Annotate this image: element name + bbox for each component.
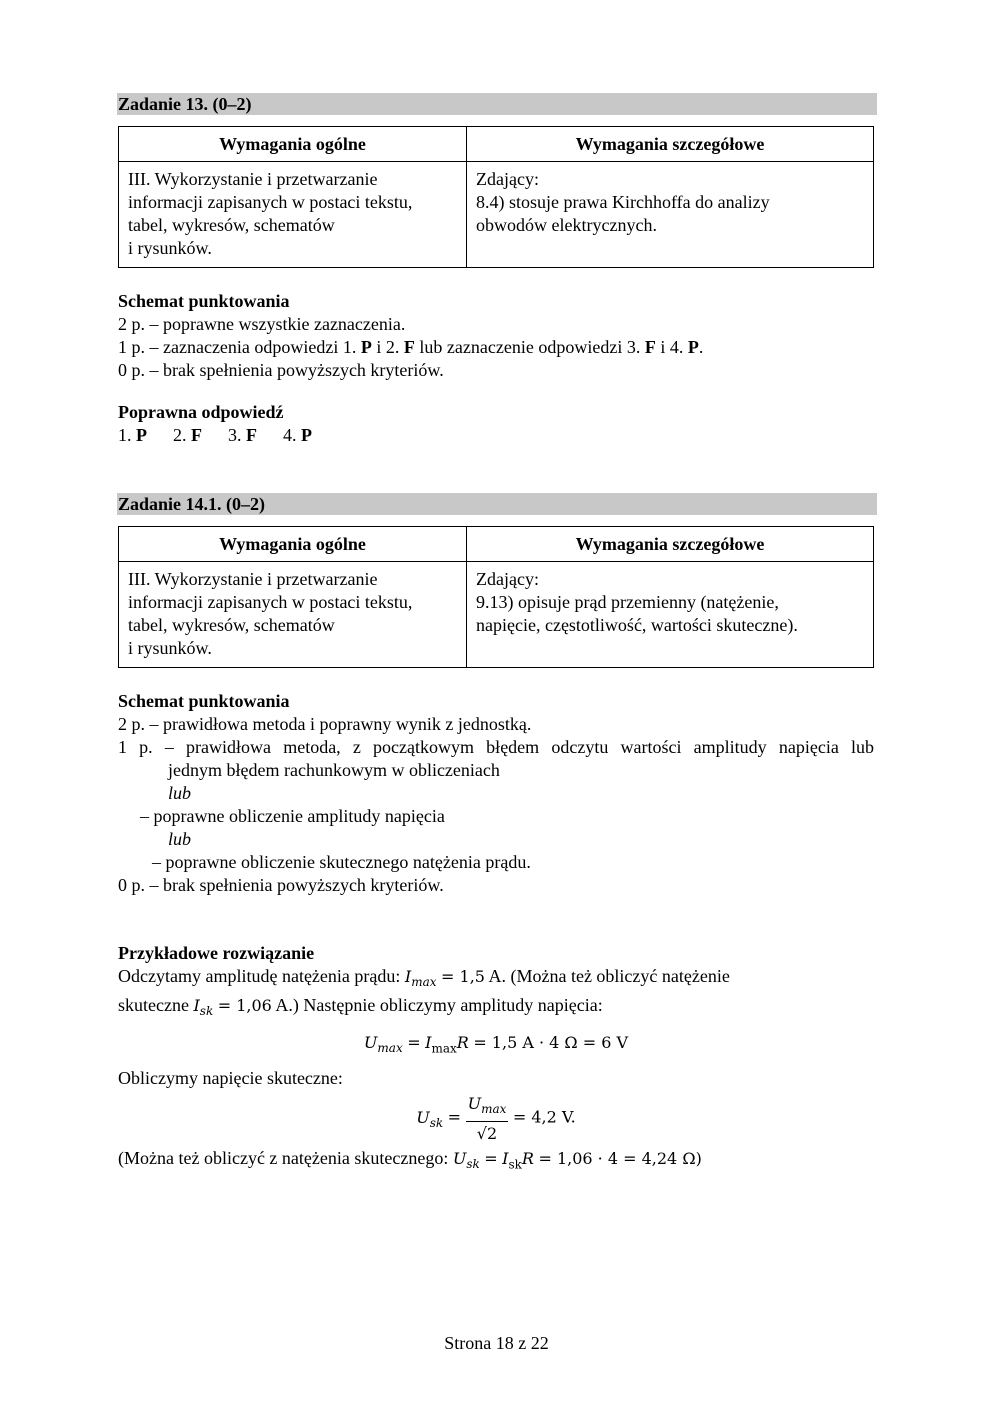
task14-scoring [118, 690, 874, 897]
col-general-header: Wymagania ogólne [119, 527, 467, 562]
equation-usk: $U_{sk}$ = $\frac{U_{max}}{√2}$ = 4,2 V. [416, 1093, 576, 1144]
detailed-requirement: Zdający: 9.13) opisuje prąd przemienny (natężenie, napięcie, częstotliwość, wartości skuteczne). [467, 562, 874, 668]
scoring-line: jednym błędem rachunkowym w obliczeniach [168, 760, 500, 780]
page-number: Strona 18 z 22 [444, 1333, 549, 1353]
solution-line: Obliczymy napięcie skuteczne: [118, 1067, 343, 1088]
scoring-line: 1 p. – zaznaczenia odpowiedzi 1. P i 2. F lub zaznaczenie odpowiedzi 3. F i 4. P. [118, 337, 704, 357]
scoring-title: Schemat punktowania [118, 291, 290, 311]
scoring-line: 2 p. – prawidłowa metoda i poprawny wynik z jednostką. [118, 714, 532, 734]
solution-line: (Można też obliczyć z natężenia skutecznego: $U_{sk} = I_{sk}R = 1,06 \cdot 4 = 4,24$ Ω) [118, 1148, 702, 1172]
answer-title: Poprawna odpowiedź [118, 402, 284, 422]
task13-title: Zadanie 13. (0–2) [117, 93, 877, 115]
col-detailed-header: Wymagania szczegółowe [467, 127, 874, 162]
scoring-line: 1 p. – prawidłowa metoda, z początkowym błędem odczytu wartości amplitudy napięcia lub [118, 737, 874, 757]
task14-title: Zadanie 14.1. (0–2) [117, 493, 877, 515]
lub-label: lub [168, 783, 192, 803]
solution-title: Przykładowe rozwiązanie [118, 943, 315, 963]
solution-line: skuteczne $I_{sk} = 1,06$ A.) Następnie obliczymy amplitudy napięcia: [118, 995, 603, 1019]
detailed-requirement: Zdający: 8.4) stosuje prawa Kirchhoffa do analizy obwodów elektrycznych. [467, 162, 874, 268]
scoring-title: Schemat punktowania [118, 691, 290, 711]
scoring-line: – poprawne obliczenie skutecznego natężenia prądu. [152, 852, 531, 872]
task13-answer [118, 401, 874, 447]
general-requirement: III. Wykorzystanie i przetwarzanie informacji zapisanych w postaci tekstu, tabel, wykresów, schematów i rysunków. [119, 562, 467, 668]
scoring-line: 0 p. – brak spełnienia powyższych kryteriów. [118, 875, 444, 895]
scoring-line: 2 p. – poprawne wszystkie zaznaczenia. [118, 314, 406, 334]
task13-scoring [118, 290, 874, 382]
task14-requirements-table [118, 526, 874, 668]
solution-line: Odczytamy amplitudę natężenia prądu: $I_{max} = 1,5$ A. (Można też obliczyć natężenie [118, 966, 730, 990]
lub-label: lub [168, 829, 192, 849]
answer-list: 1. P 2. F 3. F 4. P [118, 425, 312, 445]
equation-umax: $U_{max} = I_{max}R = 1,5$ A · 4 Ω = 6 V [363, 1033, 629, 1056]
task13-requirements-table [118, 126, 874, 268]
scoring-line: 0 p. – brak spełnienia powyższych kryteriów. [118, 360, 444, 380]
col-general-header: Wymagania ogólne [119, 127, 467, 162]
col-detailed-header: Wymagania szczegółowe [467, 527, 874, 562]
scoring-line: – poprawne obliczenie amplitudy napięcia [140, 806, 445, 826]
general-requirement: III. Wykorzystanie i przetwarzanie informacji zapisanych w postaci tekstu, tabel, wykresów, schematów i rysunków. [119, 162, 467, 268]
task14-solution [118, 942, 874, 1177]
